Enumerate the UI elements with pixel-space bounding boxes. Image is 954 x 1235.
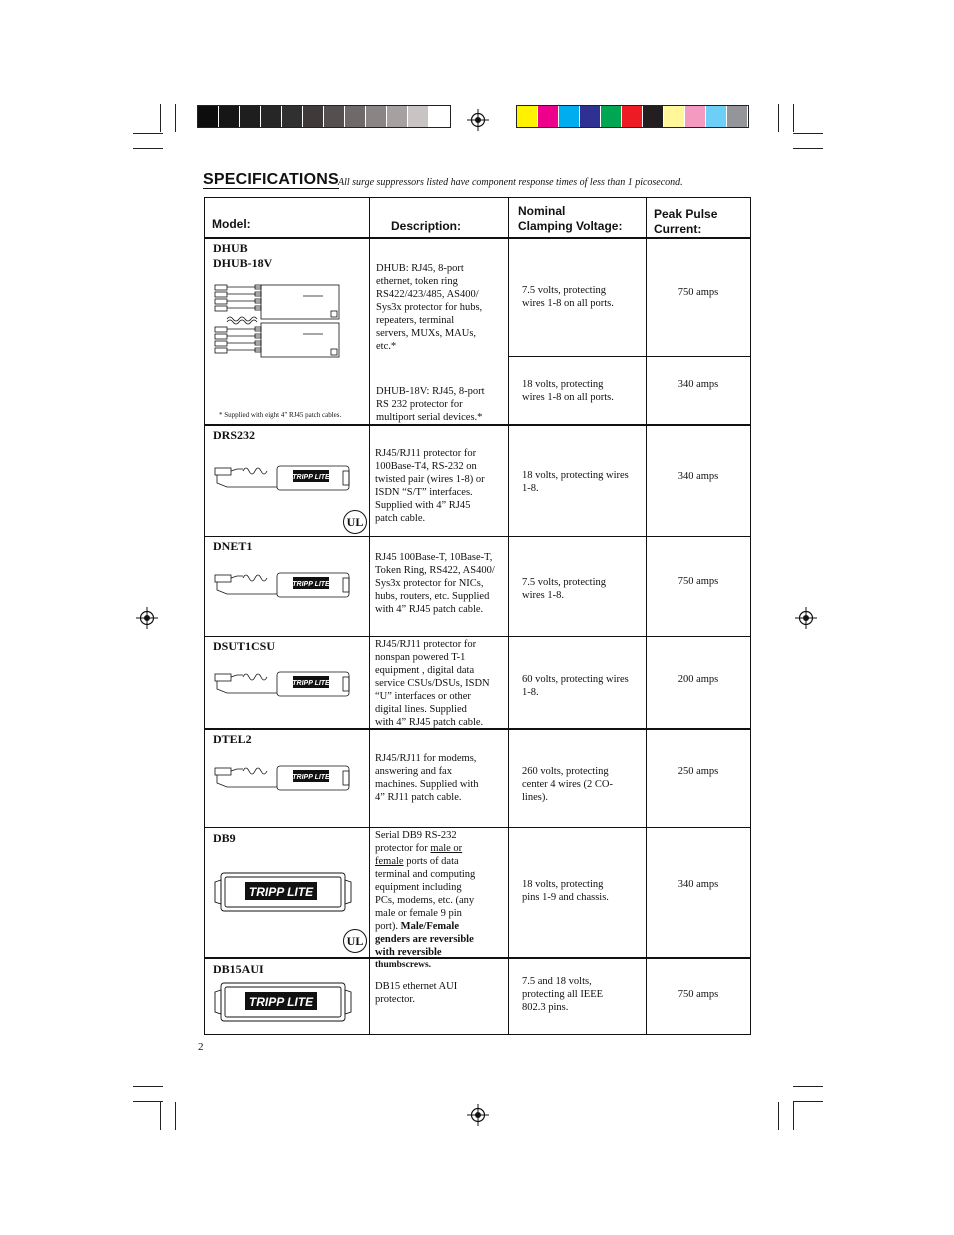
model-name: DSUT1CSU [213, 639, 276, 653]
current-text: 750 amps [677, 576, 719, 587]
voltage-text [522, 284, 614, 310]
text-line: machines. Supplied with [375, 779, 479, 790]
text-line: repeaters, terminal [376, 315, 455, 326]
text-line: RJ45/RJ11 protector for [375, 448, 477, 459]
text-line: 100Base-T4, RS-232 on [375, 461, 477, 472]
crop-mark [793, 1102, 794, 1130]
voltage-text [522, 878, 609, 904]
color-swatch [643, 106, 664, 127]
text-line: 18 volts, protecting wires [522, 470, 629, 481]
text-line: answering and fax [375, 766, 452, 777]
current-text: 340 amps [677, 471, 719, 482]
text-line: multiport serial devices.* [376, 412, 483, 423]
page-title [203, 171, 339, 189]
text-line: 7.5 volts, protecting [522, 285, 606, 296]
model-name: DRS232 [213, 428, 256, 442]
page-number: 2 [198, 1041, 204, 1053]
registration-mark-icon [467, 1104, 489, 1126]
text-line: nonspan powered T-1 [375, 652, 466, 663]
subrow-divider [508, 356, 750, 357]
text-line: DHUB: RJ45, 8-port [376, 263, 464, 274]
text-line: servers, MUXs, MAUs, [376, 328, 477, 339]
voltage-text [522, 765, 613, 804]
text-line: center 4 wires (2 CO- [522, 779, 613, 790]
text-line: RJ45/RJ11 protector for [375, 639, 477, 650]
tripp-lite-logo: TRIPP LITE [248, 885, 314, 899]
color-swatch [559, 106, 580, 127]
crop-mark [175, 1102, 176, 1130]
text-line: hubs, routers, etc. Supplied [375, 591, 490, 602]
color-swatch [282, 106, 303, 127]
color-swatch [580, 106, 601, 127]
voltage-text [522, 975, 603, 1014]
current-text: 340 amps [677, 879, 719, 890]
specifications-note: All surge suppressors listed have component response times of less than 1 picosecond. [338, 177, 683, 188]
row-divider [205, 957, 750, 959]
color-swatch [198, 106, 219, 127]
description-text [375, 447, 485, 525]
text-line: DHUB-18V: RJ45, 8-port [376, 386, 485, 397]
text-line: Sys3x protector for hubs, [376, 302, 483, 313]
voltage-text [522, 673, 629, 699]
color-swatch [538, 106, 559, 127]
text-line: Token Ring, RS422, AS400/ [375, 565, 495, 576]
ul-mark-icon: UL [343, 510, 367, 534]
color-swatch [219, 106, 240, 127]
row-divider [205, 536, 750, 537]
current-text: 750 amps [677, 287, 719, 298]
footnote: * Supplied with eight 4" RJ45 patch cables. [219, 411, 342, 419]
dtel2-device-illustration [213, 760, 358, 794]
db15aui-device-illustration [213, 980, 353, 1025]
color-swatch [408, 106, 429, 127]
tripp-lite-logo: TRIPP LITE [292, 680, 330, 687]
crop-mark [793, 104, 794, 132]
text-line: 260 volts, protecting [522, 766, 609, 777]
process-color-bar [516, 105, 749, 128]
text-line: ethernet, token ring [376, 276, 458, 287]
dhub-device-illustration [213, 281, 343, 363]
db9-device-illustration [213, 870, 353, 915]
crop-mark [133, 1086, 163, 1087]
specifications-table [204, 197, 751, 1035]
text-line: “U” interfaces or other [375, 691, 471, 702]
dnet1-device-illustration [213, 567, 358, 601]
color-swatch [324, 106, 345, 127]
color-swatch [345, 106, 366, 127]
description-text [375, 551, 495, 616]
color-swatch [366, 106, 387, 127]
crop-mark [778, 104, 779, 132]
color-swatch [429, 106, 450, 127]
description-text [376, 262, 482, 353]
crop-mark [793, 148, 823, 149]
current-text: 200 amps [677, 674, 719, 685]
model-name: DB9 [213, 831, 236, 845]
header-description: Description: [391, 219, 462, 233]
text-line: RJ45/RJ11 for modems, [375, 753, 477, 764]
crop-mark [160, 104, 161, 132]
tripp-lite-logo: TRIPP LITE [292, 474, 330, 481]
color-swatch [622, 106, 643, 127]
color-swatch [261, 106, 282, 127]
row-divider [205, 424, 750, 426]
text-line: with 4” RJ45 patch cable. [375, 604, 484, 615]
crop-mark [133, 133, 163, 134]
text-line: RS 232 protector for [376, 399, 463, 410]
model-name: DTEL2 [213, 732, 252, 746]
drs232-device-illustration [213, 460, 358, 494]
text-line: 18 volts, protecting [522, 379, 604, 390]
text-line: etc.* [376, 341, 397, 352]
voltage-text [522, 469, 629, 495]
text-line: 1-8. [522, 687, 539, 698]
model-name: DNET1 [213, 539, 253, 553]
text-line: twisted pair (wires 1-8) or [375, 474, 485, 485]
crop-mark [175, 104, 176, 132]
color-swatch [685, 106, 706, 127]
registration-mark-icon [467, 109, 489, 131]
ul-mark-icon: UL [343, 929, 367, 953]
text-line: 1-8. [522, 483, 539, 494]
current-text: 340 amps [677, 379, 719, 390]
current-text: 750 amps [677, 989, 719, 1000]
grayscale-color-bar [197, 105, 451, 128]
text-line: ISDN “S/T” interfaces. [375, 487, 473, 498]
text-line: equipment , digital data [375, 665, 475, 676]
text-line: Sys3x protector for NICs, [375, 578, 484, 589]
text-line: RJ45 100Base-T, 10Base-T, [375, 552, 493, 563]
model-name: DHUB DHUB-18V [213, 241, 273, 270]
description-text: Serial DB9 RS-232 protector for male or female ports of data terminal and computing equipment including PCs, modems, etc. (any male or female 9 pin port). Male/Female genders are reversible with reversible thumbscrews. [375, 830, 476, 970]
color-swatch [601, 106, 622, 127]
text-line: 802.3 pins. [522, 1002, 569, 1013]
registration-mark-icon [795, 607, 817, 629]
specifications-heading: SPECIFICATIONS [203, 171, 339, 188]
text-line: with 4” RJ45 patch cable. [375, 717, 484, 728]
tripp-lite-logo: TRIPP LITE [292, 774, 330, 781]
color-swatch [240, 106, 261, 127]
registration-mark-icon [136, 607, 158, 629]
tripp-lite-logo: TRIPP LITE [292, 581, 330, 588]
text-line: service CSUs/DSUs, ISDN [375, 678, 490, 689]
model-name: DB15AUI [213, 962, 264, 976]
description-text [375, 752, 479, 804]
crop-mark [793, 1086, 823, 1087]
crop-mark [133, 1101, 163, 1102]
text-line: wires 1-8 on all ports. [522, 298, 614, 309]
text-line: wires 1-8. [522, 590, 564, 601]
row-divider [205, 827, 750, 828]
crop-mark [793, 133, 823, 134]
text-line: 4” RJ11 patch cable. [375, 792, 462, 803]
color-swatch [303, 106, 324, 127]
text-line: digital lines. Supplied [375, 704, 467, 715]
description-text [375, 980, 457, 1006]
text-line: Supplied with 4” RJ45 [375, 500, 471, 511]
header-voltage: Nominal Clamping Voltage: [518, 204, 623, 233]
crop-mark [793, 1101, 823, 1102]
current-text: 250 amps [677, 766, 719, 777]
text-line: lines). [522, 792, 548, 803]
color-swatch [727, 106, 748, 127]
dsut1csu-device-illustration [213, 666, 358, 700]
header-current: Peak Pulse Current: [654, 207, 718, 236]
color-swatch [664, 106, 685, 127]
text-line: patch cable. [375, 513, 426, 524]
row-divider [205, 636, 750, 637]
color-swatch [517, 106, 538, 127]
text-line: 7.5 volts, protecting [522, 577, 606, 588]
text-line: 18 volts, protecting [522, 879, 604, 890]
text-line: 60 volts, protecting wires [522, 674, 629, 685]
header-divider [205, 237, 750, 239]
text-line: wires 1-8 on all ports. [522, 392, 614, 403]
text-line: protector. [375, 994, 415, 1005]
text-line: 7.5 and 18 volts, [522, 976, 592, 987]
voltage-text [522, 378, 614, 404]
header-model: Model: [212, 217, 251, 231]
description-text [375, 638, 490, 729]
text-line: pins 1-9 and chassis. [522, 892, 609, 903]
text-line: RS422/423/485, AS400/ [376, 289, 479, 300]
color-swatch [387, 106, 408, 127]
text-line: protecting all IEEE [522, 989, 604, 1000]
description-text [376, 385, 485, 424]
text-line: DB15 ethernet AUI [375, 981, 458, 992]
color-swatch [706, 106, 727, 127]
crop-mark [778, 1102, 779, 1130]
tripp-lite-logo: TRIPP LITE [248, 995, 314, 1009]
crop-mark [160, 1102, 161, 1130]
voltage-text [522, 576, 606, 602]
crop-mark [133, 148, 163, 149]
